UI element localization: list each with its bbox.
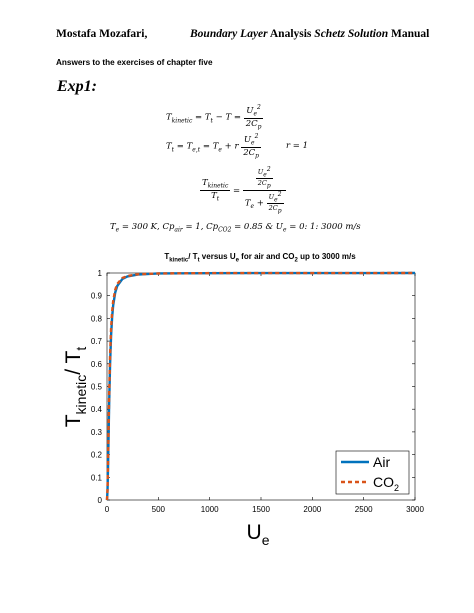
chapter-subtitle: Answers to the exercises of chapter five — [56, 58, 213, 67]
recovery-factor: r = 1 — [286, 141, 308, 151]
chart-title: $T_{kinetic}/$ $T_t$ versus $U_e$ for air and $CO_2$ up to 3000 m/s — [164, 252, 356, 264]
y-tick-label: 0.1 — [90, 473, 102, 483]
parameters-line: $T_e = 300$ K, $Cp_{air} = 1$, $Cp_{CO2} = 0.85$ & $U_e = 0$: 1: 3000 m/s — [110, 222, 361, 234]
author-name: Mostafa Mozafari, — [56, 28, 148, 40]
title-part-3: Schetz Solution — [314, 28, 389, 40]
y-tick-label: 0.3 — [90, 427, 102, 437]
y-tick-label: 0.2 — [90, 450, 102, 460]
x-tick-label: 3000 — [406, 505, 424, 514]
manual-title — [190, 28, 429, 40]
chart-legend — [336, 451, 409, 494]
x-tick-label: 0 — [104, 505, 110, 514]
legend-label-air: Air — [373, 454, 391, 470]
legend-label-co2: $CO_2$ — [373, 474, 400, 493]
title-part-4: Manual — [388, 28, 430, 40]
x-tick-label: 500 — [151, 505, 166, 514]
y-tick-label: 1 — [97, 269, 102, 278]
temperature-ratio-chart — [0, 245, 474, 565]
y-tick-label: 0.7 — [90, 337, 102, 347]
equation-kinetic-temperature: $T_{kinetic} = T_t - T$ = $\frac{U_e^2}{2C_p}$ — [166, 104, 262, 131]
y-tick-label: 0.4 — [90, 405, 102, 415]
page-header — [56, 28, 430, 40]
x-axis-label: $U_e$ — [246, 521, 270, 548]
equation-ratio: $\frac{T_{kinetic}}{T_t}$ = $\frac{U_e^2}{2C_p}$ $T_e$ + $\frac{U_e^2}{2C_p}$ — [200, 166, 286, 215]
x-tick-label: 2000 — [303, 505, 322, 514]
y-tick-label: 0.9 — [90, 291, 102, 301]
y-axis-label: $T_{kinetic}/$ $T_t$ — [62, 346, 89, 428]
x-tick-label: 1000 — [200, 505, 219, 514]
x-tick-label: 1500 — [252, 505, 270, 514]
y-tick-label: 0.8 — [90, 314, 102, 324]
y-tick-label: 0.6 — [90, 359, 102, 369]
y-tick-label: 0 — [97, 496, 102, 505]
title-part-1: Boundary Layer — [190, 28, 268, 40]
y-tick-label: 0.5 — [90, 382, 102, 392]
title-part-2: Analysis — [267, 28, 315, 40]
x-tick-label: 2500 — [354, 505, 373, 514]
equation-total-temperature: $T_t = T_{e,t} = T_e + r$ $\frac{U_e^2}{2C_p}$ — [166, 133, 259, 160]
exercise-label: Exp1: — [57, 78, 97, 95]
